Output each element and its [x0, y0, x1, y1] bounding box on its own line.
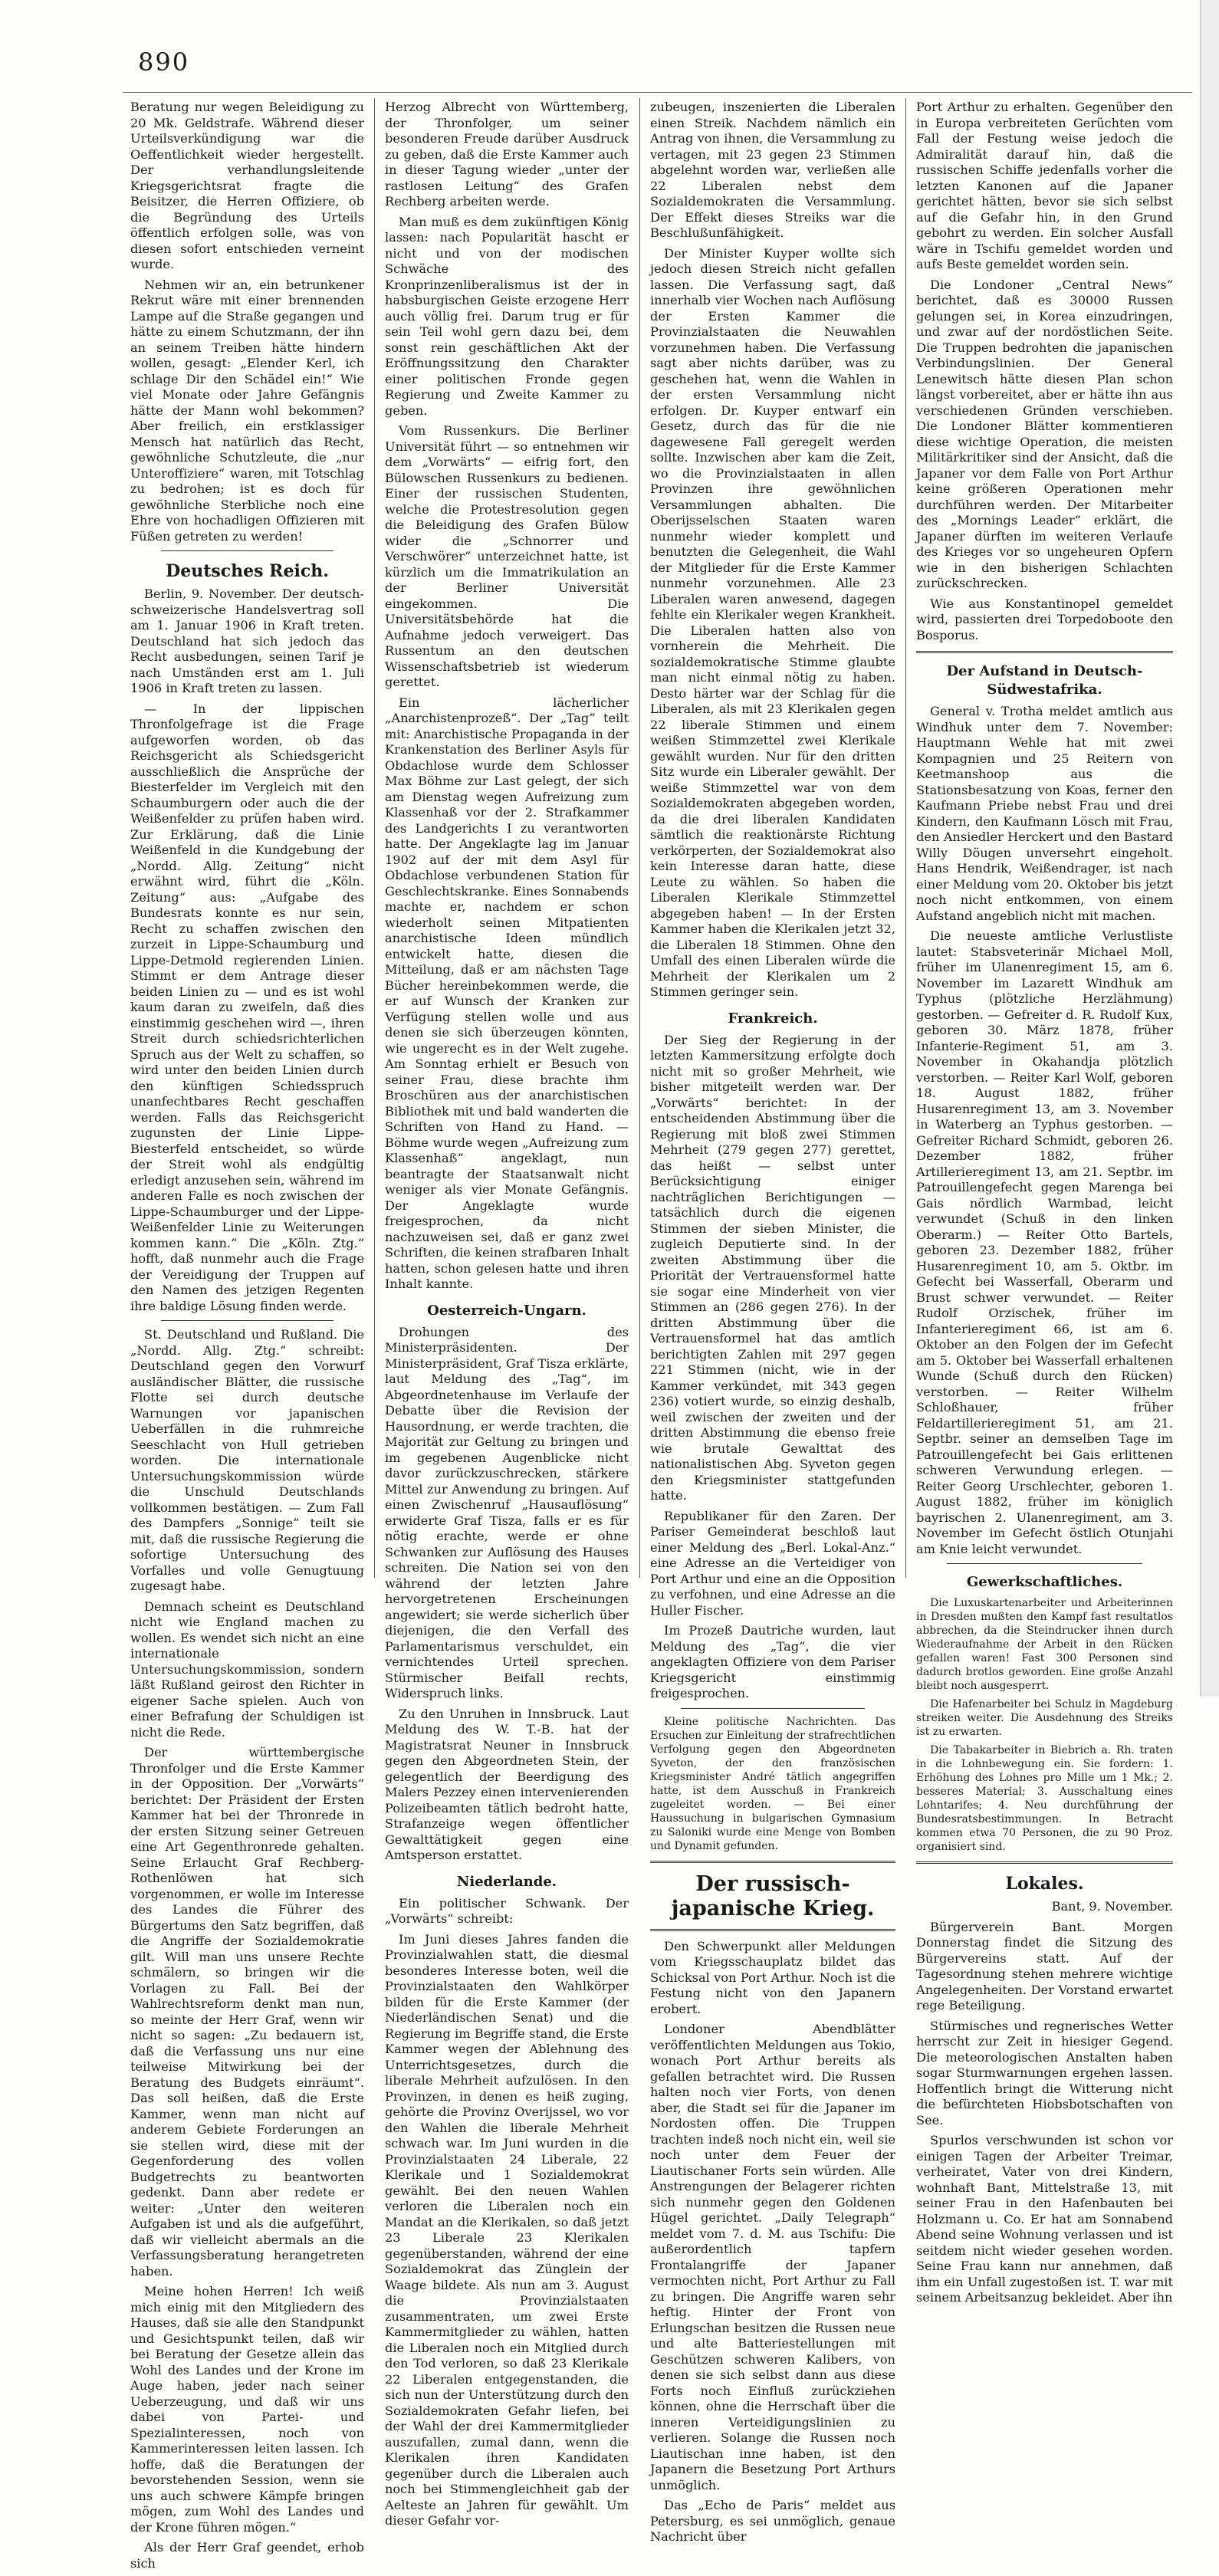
paragraph: Bürgerverein Bant. Morgen Donnerstag findet die Sitzung des Bürgervereins statt. Auf der Tagesordnung stehen mehrere wichtige Angelegenheiten. Der Vorstand erwartet rege Beteiligung. [916, 1919, 1173, 2013]
paragraph: Die neueste amtliche Verlustliste lautet: Stabsveterinär Michael Moll, früher im Ulanenregiment 15, am 6. November im Lazarett Windhuk am Typhus (plötzliche Herzlähmung) gestorben. — Gefreiter d. R. Rudolf Kux, geboren 30. März 1878, früher Infanterie-Regiment 51, am 3. November in Okahandja plötzlich verstorben. — Reiter Karl Wolf, geboren 18. August 1882, früher Husarenregiment 13, am 3. November in Waterberg an Typhus gestorben. — Gefreiter Richard Schmidt, geboren 26. Dezember 1882, früher Artillerieregiment 13, am 21. Septbr. im Patrouillengefecht gegen Marenga bei Gais nördlich Warmbad, leicht verwundet (Schuß in den linken Oberarm.) — Reiter Otto Bartels, geboren 23. Dezember 1882, früher Husarenregiment 10, am 5. Oktbr. im Gefecht bei Wasserfall, Oberarm und Brust schwer verwundet. — Reiter Rudolf Orzischek, früher im Infanterieregiment 66, ist am 6. Oktober an den Folgen der im Gefecht am 5. Oktober bei Wasserfall erhaltenen Wunde (Schuß durch den Rücken) verstorben. — Reiter Wilhelm Schloßhauer, früher Feldartillerieregiment 51, am 21. Septbr. seiner an demselben Tage im Patrouillengefecht bei Gais erlittenen schweren Verwundung erlegen. — Reiter Georg Urschlechter, geboren 1. August 1882, früher im königlich bayrischen 2. Ulanenregiment, am 3. November im Gefecht östlich Otunjahi am Knie leicht verwundet. [916, 928, 1173, 1556]
column-2 [385, 100, 629, 2534]
page-binding-edge [1200, 0, 1219, 1697]
paragraph: Die Luxuskartenarbeiter und Arbeiterinnen in Dresden mußten den Kampf fast resultatlos abbrechen, da die Steindrucker ihnen durch Wiederaufnahme der Arbeit in den Rücken gefallen waren! Fast 300 Personen sind dadurch brotlos geworden. Eine große Anzahl bleibt noch ausgesperrt. [916, 1597, 1173, 1692]
paragraph: Der Minister Kuyper wollte sich jedoch diesen Streich nicht gefallen lassen. Die Verfassung sagt, daß innerhalb vier Wochen nach Auflösung der Ersten Kammer die Provinzialstaaten die Neuwahlen vorzunehmen haben. Die Verfassung sagt aber nichts darüber, was zu geschehen hat, wenn die Wahlen in der ersten Versammlung nicht erfolgen. Dr. Kuyper entwarf ein Gesetz, durch das für die nie dagewesene Fall geregelt werden sollte. Inzwischen aber kam die Zeit, wo die Provinzialstaaten in allen Provinzen ihre gewöhnlichen Versammlungen abhalten. Die Oberijsselschen Staaten waren nunmehr wieder komplett und benutzten die Gelegenheit, die Wahl der Mitglieder für die Erste Kammer nunmehr vorzunehmen. Alle 23 Liberalen waren anwesend, dagegen fehlte ein Klerikaler wegen Krankheit. Die Liberalen hatten also von vornherein die Mehrheit. Die sozialdemokratische Stimme glaubte man nicht einmal nötig zu haben. Desto härter war der Schlag für die Liberalen, als mit 23 Klerikalen gegen 22 liberale Stimmen und einem weißen Stimmzettel zwei Klerikale gewählt wurden. Nur für den dritten Sitz wurde ein Liberaler gewählt. Der weiße Stimmzettel war von dem Sozialdemokraten abgegeben worden, da die drei liberalen Kandidaten sämtlich die reaktionärste Richtung verkörperten, der Sozialdemokrat also kein Interesse daran hatte, diese Leute zu wählen. So haben die Liberalen Klerikale Stimmzettel abgegeben haben! — In der Ersten Kammer haben die Klerikalen jetzt 32, die Liberalen 18 Stimmen. Ohne den Umfall des einen Liberalen würde die Mehrheit der Klerikalen um 2 Stimmen geringer sein. [650, 245, 895, 999]
paragraph: Vom Russenkurs. Die Berliner Universität führt — so entnehmen wir dem „Vorwärts“ — eifrig fort, den Bülowschen Russenkurs zu bedienen. Einer der russischen Studenten, welche die Protestresolution gegen die Beleidigung des Grafen Bülow wider die „Schnorrer und Verschwörer“ unterzeichnet hatte, ist kürzlich um die Immatrikulation an der Berliner Universität eingekommen. Die Universitätsbehörde hat die Aufnahme jedoch verweigert. Das Russentum an den deutschen Wissenschaftsbetrieb ist wiederum gerettet. [385, 423, 629, 689]
paragraph: Die Tabakarbeiter in Biebrich a. Rh. traten in die Lohnbewegung ein. Sie fordern: 1. Erhöhung des Lohnes pro Mille um 1 Mk.; 2. besseres Material; 3. Ausschaltung eines Lohntarifes; 4. Neu durchführung der Bundesratsbestimmungen. In Betracht kommen etwa 70 Personen, die zu 90 Proz. organisiert sind. [916, 1744, 1173, 1853]
paragraph: Ein politischer Schwank. Der „Vorwärts“ schreibt: [385, 1895, 629, 1926]
paragraph: Beratung nur wegen Beleidigung zu 20 Mk. Geldstrafe. Während dieser Urteilsverkündigung war die Oeffentlichkeit wieder hergestellt. Der verhandlungsleitende Kriegsgerichtsrat fragte die Beisitzer, die Herren Offiziere, ob die Begründung des Urteils öffentlich erfolgen solle, was von diesen sofort entschieden verneint wurde. [130, 100, 364, 271]
paragraph: Als der Herr Graf geendet, erhob sich [130, 2540, 364, 2571]
paragraph: Der württembergische Thronfolger und die Erste Kammer in der Opposition. Der „Vorwärts“ berichtet: Der Präsident der Ersten Kammer hat bei der Thronrede in der ersten Sitzung seiner Getreuen eine Art Gegenthronrede gehalten. Seine Erlaucht Graf Rechberg-Rothenlöwen hat sich vorgenommen, er wolle im Interesse des Landes die Führer des Bürgertums den Satz begriffen, daß die Angriffe der Sozialdemokratie gilt. Will man uns unsere Rechte schmälern, so bringen wir die Vorlagen zu Fall. Bei der Wahlrechtsreform denkt man nun, so meinte der Herr Graf, wenn wir nicht so sagen: „Zu bedauern ist, daß die Verfassung uns nur eine teilweise Mitwirkung bei der Beratung des Budgets einräumt“. Das soll heißen, daß die Erste Kammer, wenn man nicht auf anderem Gebiete Forderungen an sie stellen wird, diese mit der Gegenforderung des vollen Budgetrechts zu beantworten gedenkt. Dann aber redete er weiter: „Unter den weiteren Aufgaben ist und als die aufgeführt, daß wir vielleicht abermals an die Verfassungsberatung herangetreten haben. [130, 1745, 364, 2279]
divider [916, 651, 1173, 653]
divider [947, 1563, 1142, 1564]
paragraph: Herzog Albrecht von Württemberg, der Thronfolger, um seiner besonderen Freude darüber Ausdruck zu geben, daß die Erste Kammer auch in dieser Tagung wieder „unter der rastlosen Leitung“ des Grafen Rechberg arbeiten werde. [385, 100, 629, 209]
column-rule [639, 98, 640, 1578]
section-heading: Der Aufstand in Deutsch-Südwestafrika. [946, 663, 1143, 698]
paragraph: Demnach scheint es Deutschland nicht wie England machen zu wollen. Es wendet sich nicht an eine internationale Untersuchungskommission, sondern läßt Rußland geirost den Richter in eigener Sache spielen. Auch von einer Befrafung der Schuldigen ist nicht die Rede. [130, 1598, 364, 1740]
paragraph: zubeugen, inszenierten die Liberalen einen Streik. Nachdem nämlich ein Antrag von ihnen, die Versammlung zu vertagen, mit 23 gegen 23 Stimmen abgelehnt worden war, verließen alle 22 Liberalen nebst dem Sozialdemokraten die Versammlung. Der Effekt dieses Streiks war die Beschlußunfähigkeit. [650, 100, 895, 240]
paragraph: Wie aus Konstantinopel gemeldet wird, passierten drei Torpedoboote den Bosporus. [916, 596, 1173, 642]
section-heading: Frankreich. [728, 1010, 818, 1027]
paragraph: Ein lächerlicher „Anarchistenprozeß“. Der „Tag“ teilt mit: Anarchistische Propaganda in der Krankenstation des Berliner Asyls für Obdachlose wurde dem Schlosser Max Böhme zur Last gelegt, der sich am Dienstag wegen Aufreizung zum Klassenhaß vor der 2. Strafkammer des Landgerichts I zu verantworten hatte. Der Angeklagte lag im Januar 1902 auf der mit dem Asyl für Obdachlose verbundenen Station für Geschlechtskranke. Eines Sonnabends machte er, nachdem er schon wiederholt seinen Mitpatienten anarchistische Ideen mündlich entwickelt hatte, diesen die Mitteilung, daß er am nächsten Tage Bücher hereinbekommen werde, die er auf Wunsch der Kranken zur Verfügung stellen wolle und aus denen sie sich überzeugen könnten, wie ungerecht es in der Welt zugehe. Am Sonntag erhielt er Besuch von seiner Frau, diese brachte ihm Broschüren aus der anarchistischen Bibliothek mit und bald wanderten die Schriften von Hand zu Hand. — Böhme wurde wegen „Aufreizung zum Klassenhaß“ angeklagt, nun beantragte der Staatsanwalt nicht weniger als vier Monate Gefängnis. Der Angeklagte wurde freigesprochen, da nicht nachzuweisen sei, daß er ganz zwei Schriften, die keinen strafbaren Inhalt hatten, schon gelesen hatte und ihren Inhalt kannte. [385, 695, 629, 1291]
paragraph: Port Arthur zu erhalten. Gegenüber den in Europa verbreiteten Gerüchten vom Fall der Festung weise jedoch die Admiralität darauf hin, daß die russischen Schiffe jedenfalls vorher die letzten Kanonen auf die Japaner gerichtet hätten, bevor sie sich selbst auf die Gefahr hin, in den Grund gebohrt zu werden. Ein solcher Ausfall wäre in Tschifu gemeldet worden und aufs Beste gemeldet worden sein. [916, 100, 1173, 271]
paragraph: Im Prozeß Dautriche wurden, laut Meldung des „Tag“, die vier angeklagten Offiziere von dem Pariser Kriegsgericht einstimmig freigesprochen. [650, 1623, 895, 1700]
paragraph: Die Hafenarbeiter bei Schulz in Magdeburg streiken weiter. Die Ausdehnung des Streiks ist zu erwarten. [916, 1698, 1173, 1738]
paragraph: Die Londoner „Central News“ berichtet, daß es 30000 Russen gelungen sei, in Korea einzudringen, und zwar auf der nordöstlichen Seite. Die Truppen bedrohten die japanischen Verbindungslinien. Der General Lenewitsch hätte diesen Plan schon längst vorbereitet, aber er hätte ihn aus verschiedenen Gründen verschieben. Die Londoner Blätter kommentieren diese wichtige Operation, die meisten Militärkritiker sind der Ansicht, daß die Japaner vor dem Falle von Port Arthur keine größeren Operationen mehr durchführen werden. Der Mitarbeiter des „Mornings Leader“ erklärt, die Japaner dürften im weiteren Verlaufe des Krieges vor so ungeheuren Opfern wie in den bisherigen Schlachten zurückschrecken. [916, 277, 1173, 590]
column-1 [130, 100, 364, 2576]
paragraph: Drohungen des Ministerpräsidenten. Der Ministerpräsident, Graf Tisza erklärte, laut Meldung des „Tag“, im Abgeordnetenhause im Verlaufe der Debatte über die Revision der Hausordnung, er werde trachten, die Majorität zur Geltung zu bringen und im gegebenen Augenblicke nicht davor zurückzuschrecken, stärkere Mittel zur Anwendung zu bringen. Auf einen Zwischenruf „Hausauflösung“ erwiderte Graf Tisza, falls er es für nötig erachte, werde er ohne Schwanken zur Auflösung des Hauses schreiten. Die Nation sei von den während der letzten Jahre hervorgetretenen Erscheinungen angewidert; sie werde sicherlich über diejenigen, die den Verfall des Parlamentarismus verschuldet, ein vernichtendes Urteil sprechen. Stürmischer Beifall rechts, Widerspruch links. [385, 1324, 629, 1700]
paragraph: Im Juni dieses Jahres fanden die Provinzialwahlen statt, die diesmal besonderes Interesse boten, weil die Provinzialstaaten den Wahlkörper bilden für die Erste Kammer (der Niederländischen Senat) und die Regierung im Begriffe stand, die Erste Kammer wegen der Ablehnung des Unterrichtsgesetzes, durch die liberale Mehrheit aufzulösen. In den Provinzen, in denen es heiß zuging, gehörte die Provinz Overijssel, wo vor den Wahlen die liberale Mehrheit schwach war. Im Juni wurden in die Provinzialstaaten 24 Liberale, 22 Klerikale und 1 Sozialdemokrat gewählt. Bei den neuen Wahlen verloren die Liberalen noch ein Mandat an die Klerikalen, so daß jetzt 23 Liberale 23 Klerikalen gegenüberstanden, während der eine Sozialdemokrat das Zünglein der Waage bildete. Als nun am 3. August die Provinzialstaaten zusammentraten, um zwei Erste Kammermitglieder zu wählen, hatten die Liberalen noch ein Mitglied durch den Tod verloren, so daß 23 Klerikale 22 Liberalen entgegenstanden, die sich nun der Unterstützung durch den Sozialdemokraten Gefahr liefen, bei der Wahl der drei Kammermitglieder auszufallen, zumal dann, wenn die Klerikalen ihren Kandidaten gegenüber durch die Liberalen auch noch bei Stimmengleichheit gab der Aelteste an Jahren für gewählt. Um dieser Gefahr vor- [385, 1931, 629, 2528]
paragraph: St. Deutschland und Rußland. Die „Nordd. Allg. Ztg.“ schreibt: Deutschland gegen den Vorwurf ausländischer Blätter, die russische Flotte sei durch deutsche Warnungen vor japanischen Ueberfällen in die ruhmreiche Seeschlacht von Hull getrieben worden. Die internationale Untersuchungskommission würde die Unschuld Deutschlands vollkommen bestätigen. — Zum Fall des Dampfers „Sonnige“ teilt sie mit, daß die russische Regierung die sofortige Untersuchung des Vorfalles und volle Genugtuung zugesagt habe. [130, 1327, 364, 1593]
page-number: 890 [138, 48, 190, 77]
section-heading: Deutsches Reich. [166, 561, 329, 581]
divider [161, 1320, 334, 1321]
column-rule [374, 98, 375, 1578]
section-heading: Der russisch-japanische Krieg. [671, 1871, 875, 1921]
paragraph: Das „Echo de Paris“ meldet aus Petersburg, es sei unmöglich, genaue Nachricht über [650, 2498, 895, 2544]
paragraph: Republikaner für den Zaren. Der Pariser Gemeinderat beschloß laut einer Meldung des „Berl. Lokal-Anz.“ eine Adresse an die Verteidiger von Port Arthur und eine an die Opposition zu verfohnen, und eine Adresse an die Huller Fischer. [650, 1508, 895, 1618]
paragraph: Der Sieg der Regierung in der letzten Kammersitzung erfolgte doch nicht mit so großer Mehrheit, wie bisher mitgeteilt werden war. Der „Vorwärts“ berichtet: In der entscheidenden Abstimmung über die Regierung mit bloß zwei Stimmen Mehrheit (279 gegen 277) gerettet, das heißt — selbst unter Berücksichtigung einiger nachträglichen Berichtigungen — tatsächlich durch die eigenen Stimmen der sieben Minister, die zugleich Deputierte sind. In der zweiten Abstimmung über die Priorität der Vertrauensformel hatte sie sogar eine Minderheit von vier Stimmen an (286 gegen 276). In der dritten Abstimmung über die Vertrauensformel hat das amtlich berichtigten Zahlen mit 297 gegen 221 Stimmen (nicht, wie in der Kammer verkündet, mit 343 gegen 236) votiert wurde, so einzig deshalb, weil zwischen der zweiten und der dritten Abstimmung die ebenso freie wie brutale Gewalttat des nationalistischen Abg. Syveton gegen den Kriegsminister stattgefunden hatte. [650, 1032, 895, 1503]
section-heading: Lokales. [1005, 1874, 1084, 1894]
column-4 [916, 100, 1173, 2311]
paragraph: Man muß es dem zukünftigen König lassen: nach Popularität hascht er nicht und von der modischen Schwäche des Kronprinzenliberalismus ist der in habsburgischen Geiste erzogene Herr auch völlig frei. Darum trug er für sein Teil wohl gern dazu bei, dem sonst rein geschäftlichen Akt der Eröffnungssitzung den Charakter einer politischen Fronde gegen Regierung und Zweite Kammer zu geben. [385, 214, 629, 418]
divider [681, 1708, 865, 1709]
divider [161, 550, 334, 551]
column-3 [650, 100, 895, 2550]
paragraph: Nehmen wir an, ein betrunkener Rekrut wäre mit einer brennenden Lampe auf die Straße gegangen und hätte zu einem Schutzmann, der ihn an seinem Treiben hätte hindern wollen, gesagt: „Elender Kerl, ich schlage Dir den Schädel ein!“ Wie viel Monate oder Jahre Gefängnis hätte der Mann wohl bekommen? Aber freilich, ein erstklassiger Mensch hat natürlich das Recht, gewöhnliche Schutzleute, die „nur Unteroffiziere“ waren, mit Totschlag zu bedrohen; ist es doch für gewöhnliche Sterbliche noch eine Ehre von hochadligen Offizieren mit Füßen getreten zu werden! [130, 277, 364, 544]
section-heading: Niederlande. [456, 1873, 557, 1890]
paragraph: Stürmisches und regnerisches Wetter herrscht zur Zeit in hiesiger Gegend. Die meteorologischen Anstalten haben sogar Sturmwarnungen ergehen lassen. Hoffentlich bringt die Witterung nicht die befürchteten Hiobsbotschaften von See. [916, 2018, 1173, 2128]
divider [916, 1861, 1173, 1864]
section-heading: Gewerkschaftliches. [966, 1574, 1123, 1590]
dateline: Bant, 9. November. [1051, 1899, 1173, 1914]
paragraph: Londoner Abendblätter veröffentlichten Meldungen aus Tokio, wonach Port Arthur bereits als gefallen betrachtet wird. Die Russen halten noch vier Forts, von denen aber, die Stadt sei für die Japaner im Nordosten offen. Die Truppen trachten indeß noch nicht ein, weil sie noch unter dem Feuer der Liautischaner Forts sein würden. Alle Anstrengungen der Belagerer richten sich nunmehr gegen den Goldenen Hügel gerichtet. „Daily Telegraph“ meldet vom 7. d. M. aus Tschifu: Die außerordentlich tapfern Frontalangriffe der Japaner vermochten nicht, Port Arthur zu Fall zu bringen. Die Angriffe waren sehr heftig. Hinter der Front von Erlungschan besitzen die Russen neue und alte Batteriestellungen mit Geschützen schweren Kalibers, von denen sie sich selbst dann aus diese Forts noch Einfluß zurückziehen können, ohne die Herrschaft über die inneren Verteidigungslinien zu verlieren. Solange die Russen noch Liautischan inne haben, ist den Japanern die Besetzung Port Arthurs unmöglich. [650, 2022, 895, 2492]
paragraph: — In der lippischen Thronfolgefrage ist die Frage aufgeworfen worden, ob das Reichsgericht als Schiedsgericht ausschließlich die Ansprüche der Biesterfelder im Vergleich mit den Schaumburgern oder auch die der Weißenfelder zu prüfen haben wird. Zur Erklärung, daß die Linie Weißenfeld in die Kundgebung der „Nordd. Allg. Zeitung“ nicht erwähnt wird, führt die „Köln. Zeitung“ aus: „Aufgabe des Bundesrats konnte es nur sein, Recht zu schaffen zwischen den zurzeit in Lippe-Schaumburg und Lippe-Detmold regierenden Linien. Stimmt er dem Antrage dieser beiden Linien zu — und es ist wohl kaum daran zu zweifeln, daß dies einstimmig geschehen wird —, ihren Streit durch schiedsrichterlichen Spruch aus der Welt zu schaffen, so wird unter den beiden Linien durch den künftigen Schiedsspruch unanfechtbares Recht geschaffen werden. Falls das Reichsgericht zugunsten der Linie Lippe-Biesterfeld entscheidet, so würde der Streit wohl als endgültig erledigt anzusehen sein, während im anderen Falle es noch zwischen der Lippe-Schaumburger und der Lippe-Weißenfelder Linie zu Weiterungen kommen kann.“ Die „Köln. Ztg.“ hofft, daß nunmehr auch die Frage der Vereidigung der Truppen auf den Namen des jetzigen Regenten ihre baldige Lösung finden werde. [130, 701, 364, 1313]
paragraph: Meine hohen Herren! Ich weiß mich einig mit den Mitgliedern des Hauses, daß sie alle den Standpunkt und Gesichtspunkt teilen, daß wir bei Beratung der Gesetze allein das Wohl des Landes und der Krone im Auge haben, jeder nach seiner Ueberzeugung, und daß wir uns dabei von Partei- und Spezialinteressen, noch von Kammerinteressen leiten lassen. Ich hoffe, daß die Beratungen der bevorstehenden Session, wenn sie uns auch schwere Kämpfe bringen mögen, zum Wohl des Landes und der Krone führen mögen.“ [130, 2284, 364, 2535]
paragraph: Den Schwerpunkt aller Meldungen vom Kriegsschauplatz bildet das Schicksal von Port Arthur. Noch ist die Festung nicht von den Japanern erobert. [650, 1938, 895, 2016]
paragraph: Zu den Unruhen in Innsbruck. Laut Meldung des W. T.-B. hat der Magistratsrat Neuner in Innsbruck gegen den Abgeordneten Stein, der gelegentlich der Beerdigung des Malers Pezzey einen intervenierenden Polizeibeamten tätlich bedroht hatte, Strafanzeige wegen öffentlicher Gewalttätigkeit gegen eine Amtsperson erstattet. [385, 1706, 629, 1862]
section-heading: Oesterreich-Ungarn. [427, 1302, 586, 1319]
paragraph: Spurlos verschwunden ist schon vor einigen Tagen der Arbeiter Treimar, verheiratet, Vater von drei Kindern, wohnhaft Bant, Mittelstraße 13, mit seiner Frau in den Hafenbauten bei Holzmann u. Co. Er hat am Sonnabend Abend seine Wohnung verlassen und ist seitdem nicht wieder gesehen worden. Seine Frau kann nur annehmen, daß ihm ein Unfall zugestoßen ist. T. war mit seinem Arbeitsanzug bekleidet. Aber ihn [916, 2133, 1173, 2305]
column-rule [905, 98, 906, 1578]
paragraph: General v. Trotha meldet amtlich aus Windhuk unter dem 7. November: Hauptmann Wehle hat mit zwei Kompagnien und 25 Reitern von Keetmanshoop aus die Stationsbesatzung von Koas, ferner den Kaufmann Priebe nebst Frau und drei Kindern, den Kaufmann Lösch mit Frau, den Ansiedler Herckert und den Bastard Willy Döugen unversehrt eingeholt. Hans Hendrik, Weißendrager, ist nach einer Meldung vom 20. Oktober bis jetzt noch nicht entkommen, von einem Aufstand angeblich nicht mit machen. [916, 704, 1173, 923]
paragraph: Kleine politische Nachrichten. Das Ersuchen zur Einleitung der strafrechtlichen Verfolgung gegen den Abgeordneten Syveton, der den französischen Kriegsminister André tätlich angegriffen hatte, ist dem Ausschuß in Frankreich zugeleitet worden. — Bei einer Haussuchung in bulgarischen Gymnasium zu Saloniki wurde eine Menge von Bomben und Dynamit gefunden. [650, 1715, 895, 1852]
divider [650, 1929, 895, 1931]
divider [650, 1861, 895, 1863]
header-rule [123, 92, 1192, 93]
paragraph: Berlin, 9. November. Der deutsch-schweizerische Handelsvertrag soll am 1. Januar 1906 in Kraft treten. Deutschland hat sich jedoch das Recht ausbedungen, seinen Tarif je nach Umständen erst am 1. Juli 1906 in Kraft treten zu lassen. [130, 586, 364, 695]
